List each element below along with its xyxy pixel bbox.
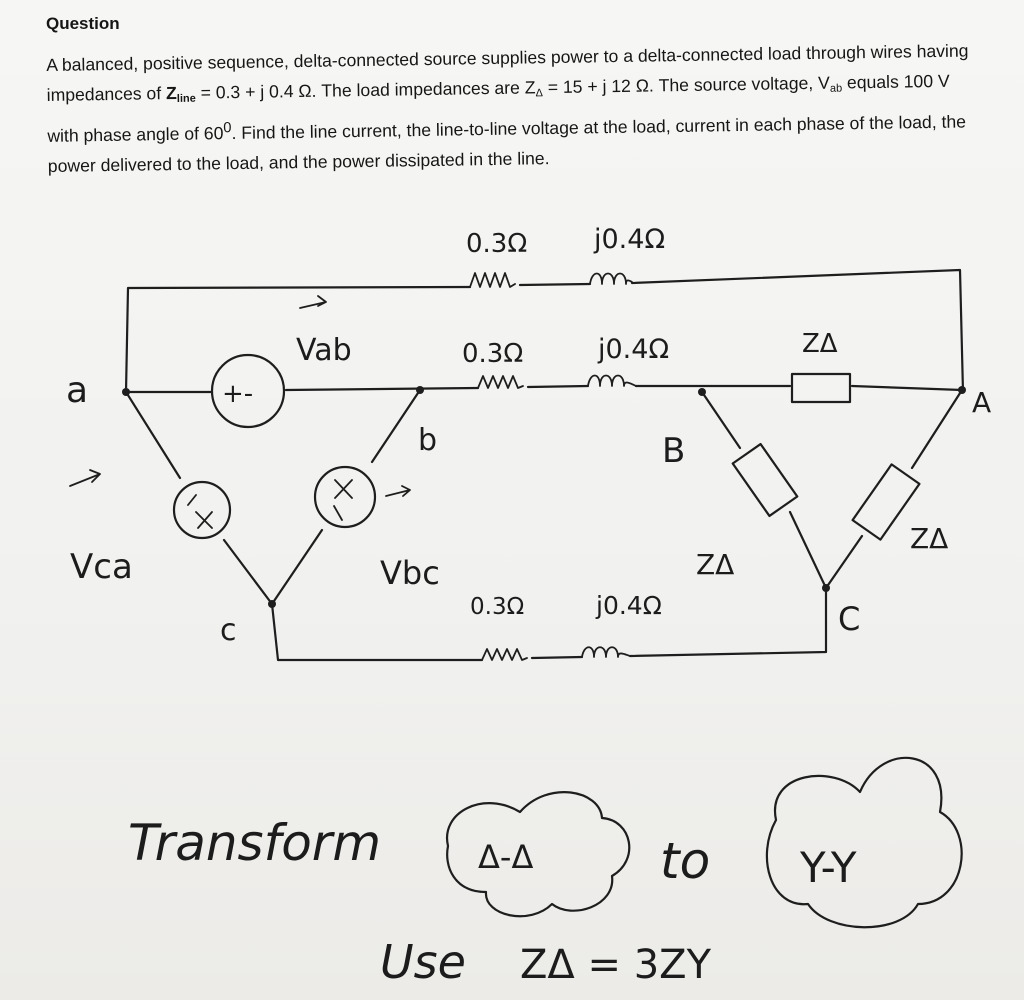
problem-text-5: . Find the line current, the line-to-line voltage at the load, current in each phase of the load, the power delivered to the load, and the power dissipated in the line.	[47, 111, 967, 176]
degree-superscript: 0	[223, 120, 232, 137]
source-bc-circle	[315, 467, 375, 527]
vca-label: Vca	[70, 547, 133, 587]
node-C-label: C	[838, 600, 861, 638]
top-resistor	[470, 273, 515, 287]
top-line-x-label: j0.4Ω	[594, 224, 666, 255]
use-label: Use	[380, 935, 466, 989]
vbc-label: Vbc	[380, 554, 440, 592]
problem-text-3: = 15 + j 12 Ω. The source voltage, V	[542, 72, 830, 98]
zdelta-right-label: ZΔ	[910, 522, 949, 555]
top-line-r-label: 0.3Ω	[466, 229, 528, 259]
zdelta-top-box	[792, 374, 850, 402]
vca-arrow	[70, 470, 100, 486]
source-bc-marks	[334, 480, 352, 520]
vbc-arrow	[386, 486, 410, 496]
delta-delta-text: Δ-Δ	[478, 838, 534, 876]
node-b-dot	[416, 386, 424, 394]
zline-symbol: Z	[165, 82, 177, 104]
middle-line-x-label: j0.4Ω	[598, 334, 670, 365]
zline-subscript: line	[176, 92, 196, 105]
bottom-line-r-label: 0.3Ω	[470, 594, 525, 620]
load-delta-right-leg	[826, 390, 962, 588]
node-b-label: b	[418, 423, 438, 458]
source-ab-sign: +-	[222, 379, 254, 409]
zdelta-left-box-group	[733, 444, 798, 516]
source-ca-circle	[174, 482, 230, 538]
bottom-inductor	[582, 647, 630, 657]
node-C-dot	[822, 584, 830, 592]
node-a-dot	[122, 388, 130, 396]
source-delta-left-leg	[126, 392, 272, 604]
problem-text-4: equals 100 V with phase angle of 60	[47, 70, 950, 146]
zdelta-left-box	[733, 444, 798, 516]
bottom-resistor	[482, 649, 527, 660]
to-label: to	[660, 832, 711, 890]
problem-text-2: = 0.3 + j 0.4 Ω. The load impedances are Z	[195, 77, 536, 103]
vab-arrow	[300, 296, 326, 308]
question-heading: Question	[46, 14, 120, 33]
node-c-label: c	[220, 613, 237, 648]
y-y-cloud	[767, 758, 962, 927]
top-inductor	[590, 274, 632, 285]
zdelta-left-label: ZΔ	[696, 548, 735, 581]
zdelta-top-label: ZΔ	[802, 329, 838, 359]
conversion-equation: ZΔ = 3ZY	[520, 942, 711, 988]
node-a-label: a	[66, 370, 89, 411]
problem-text-1: A balanced, positive sequence, delta-connected source supplies power to a delta-connected load through wires having impedances of	[46, 40, 969, 105]
transform-label: Transform	[128, 814, 382, 872]
node-B-dot	[698, 388, 706, 396]
node-A-dot	[958, 386, 966, 394]
delta-delta-cloud	[447, 792, 629, 916]
middle-line-r-label: 0.3Ω	[462, 339, 524, 369]
vab-subscript: ab	[829, 82, 843, 95]
bottom-line-x-label: j0.4Ω	[596, 591, 662, 620]
source-ca-marks	[188, 495, 212, 528]
middle-inductor	[588, 376, 636, 387]
node-A-label: A	[972, 386, 992, 419]
zdelta-subscript: Δ	[535, 87, 544, 100]
bottom-line-wire	[272, 588, 826, 660]
middle-resistor	[478, 376, 523, 388]
node-B-label: B	[662, 431, 686, 471]
vab-label: Vab	[296, 333, 352, 368]
y-y-text: Y-Y	[800, 843, 857, 892]
